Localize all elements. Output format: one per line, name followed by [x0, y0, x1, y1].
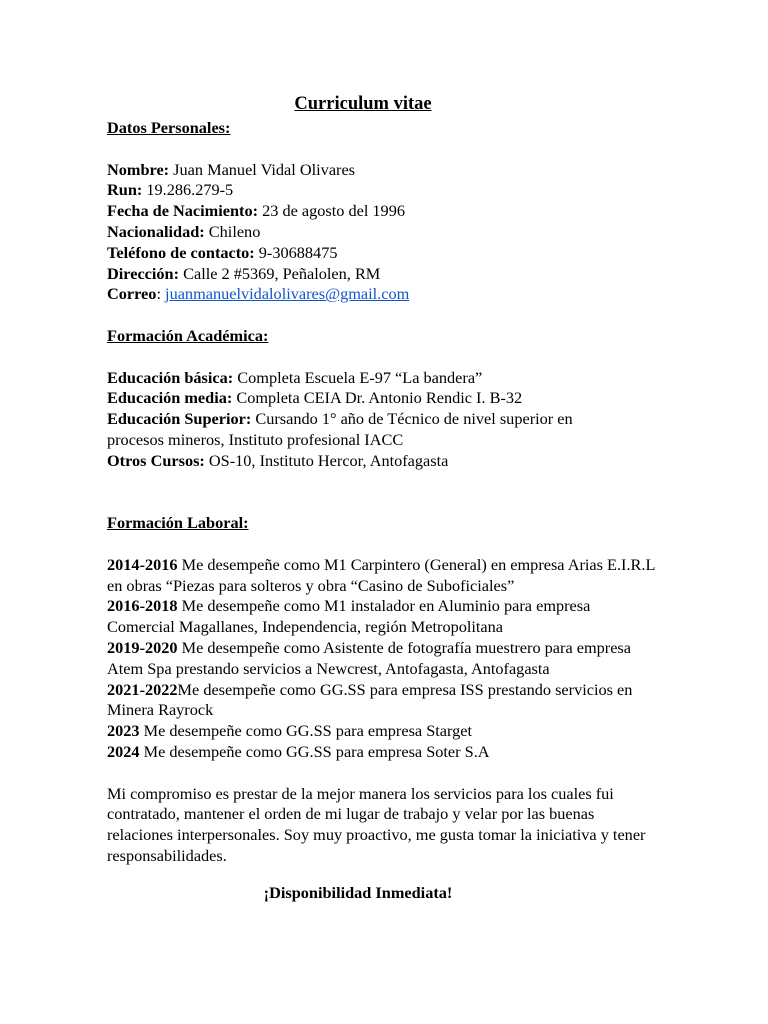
personal-data-heading: Datos Personales:: [107, 118, 231, 137]
academic-item-higher: Educación Superior: Cursando 1° año de Técnico de nivel superior en procesos mineros, Instituto profesional IACC: [107, 409, 573, 449]
statement-paragraph: Mi compromiso es prestar de la mejor manera los servicios para los cuales fui contratado, mantener el orden de mi lugar de trabajo y velar por las buenas relaciones interpersonales. Soy muy proactivo, me gusta tomar la iniciativa y tener responsabilidades.: [107, 783, 646, 865]
work-item: 2021-2022Me desempeñe como GG.SS para empresa ISS prestando servicios en Minera Rayrock: [107, 679, 633, 720]
page-title: Curriculum vitae: [294, 94, 432, 114]
availability-note: ¡Disponibilidad Inmediata!: [263, 882, 453, 902]
work-item: 2014-2016 Me desempeñe como M1 Carpintero (General) en empresa Arias E.I.R.L en obras “Piezas para solteros y obra “Casino de Suboficiales”: [107, 554, 655, 595]
field-nationality: Nacionalidad: Chileno: [107, 221, 261, 241]
work-item: 2019-2020 Me desempeñe como Asistente de fotografía muestrero para empresa Atem Spa prestando servicios a Newcrest, Antofagasta, Antofagasta: [107, 637, 631, 678]
email-link[interactable]: juanmanuelvidalolivares@gmail.com: [165, 284, 410, 304]
field-name: Nombre: Juan Manuel Vidal Olivares: [107, 159, 356, 179]
field-phone: Teléfono de contacto: 9-30688475: [107, 242, 338, 262]
academic-item-courses: Otros Cursos: OS-10, Instituto Hercor, Antofagasta: [107, 450, 449, 470]
academic-item-secondary: Educación media: Completa CEIA Dr. Antonio Rendic I. B-32: [107, 388, 523, 408]
document-page: [107, 92, 667, 920]
academic-item-basic: Educación básica: Completa Escuela E-97 “La bandera”: [107, 367, 483, 387]
work-heading: Formación Laboral:: [107, 513, 249, 533]
work-item: 2016-2018 Me desempeñe como M1 instalador en Aluminio para empresa Comercial Magallanes, Independencia, región Metropolitana: [107, 596, 591, 637]
work-item: 2023 Me desempeñe como GG.SS para empresa Starget: [107, 721, 473, 741]
field-address: Dirección: Calle 2 #5369, Peñalolen, RM: [107, 263, 381, 283]
field-email: Correo: juanmanuelvidalolivares@gmail.com: [107, 284, 410, 304]
work-item: 2024 Me desempeñe como GG.SS para empresa Soter S.A: [107, 741, 490, 761]
field-birthdate: Fecha de Nacimiento: 23 de agosto del 1996: [107, 201, 405, 221]
academic-heading: Formación Académica:: [107, 325, 269, 345]
field-run: Run: 19.286.279-5: [107, 180, 234, 200]
